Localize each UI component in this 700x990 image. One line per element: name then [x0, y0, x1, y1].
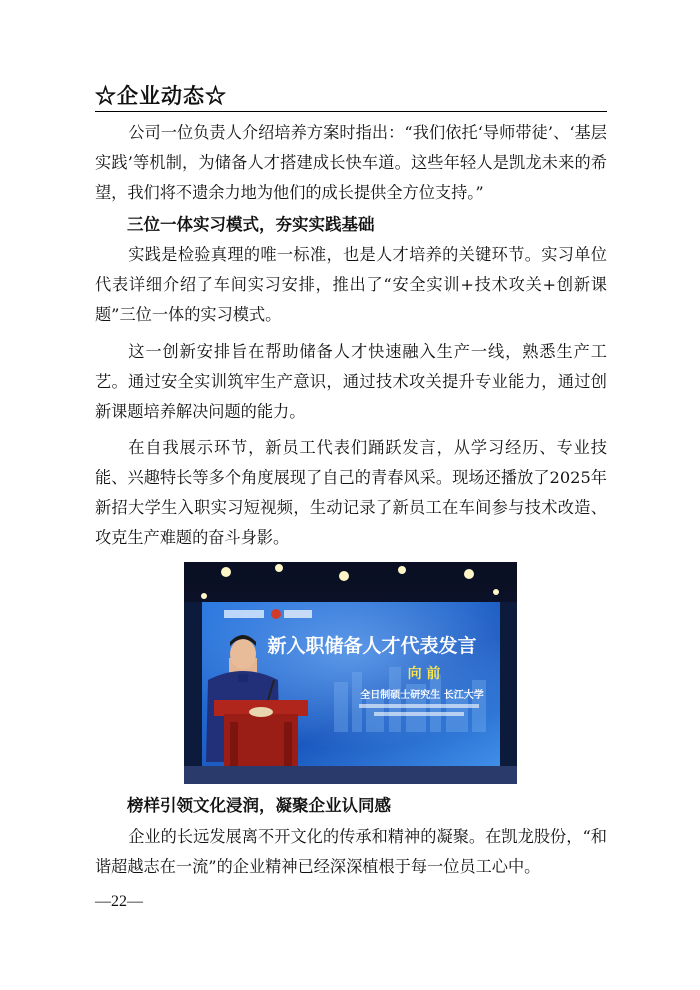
- speaker-name: 向 前: [407, 666, 441, 682]
- paragraph-5: 企业的长远发展离不开文化的传承和精神的凝聚。在凯龙股份，“和谐超越志在一流”的企业精神已经深深植根于每一位员工心中。: [95, 827, 607, 876]
- paragraph-2: 实践是检验真理的唯一标准，也是人才培养的关键环节。实习单位代表详细介绍了车间实习安排，推出了“安全实训+技术攻关+创新课题”三位一体的实习模式。: [95, 245, 607, 324]
- paragraph-1: 公司一位负责人介绍培养方案时指出：“我们依托‘导师带徒’、‘基层实践’等机制，为储备人才搭建成长快车道。这些年轻人是凯龙未来的希望，我们将不遗余力地为他们的成长提供全方位支持。”: [95, 123, 607, 202]
- speaker-degree: 全日制硕士研究生 长江大学: [360, 690, 484, 701]
- page-number: —22—: [95, 893, 143, 910]
- section-title: ☆企业动态☆: [95, 83, 227, 108]
- paragraph-4: 在自我展示环节，新员工代表们踊跃发言，从学习经历、专业技能、兴趣特长等多个角度展现了自己的青春风采。现场还播放了2025年新招大学生入职实习短视频，生动记录了新员工在车间参与技术改造、攻克生产难题的奋斗身影。: [95, 438, 607, 547]
- paragraph-3: 这一创新安排旨在帮助储备人才快速融入生产一线，熟悉生产工艺。通过安全实训筑牢生产意识，通过技术攻关提升专业能力，通过创新课题培养解决问题的能力。: [95, 342, 607, 421]
- header-divider: [95, 111, 607, 112]
- event-photo-graphic: [184, 562, 517, 784]
- section-header: [95, 78, 607, 110]
- screen-title: 新入职储备人才代表发言: [267, 635, 477, 657]
- subheading-1: 三位一体实习模式，夯实实践基础: [127, 215, 375, 234]
- subheading-2: 榜样引领文化浸润，凝聚企业认同感: [127, 796, 391, 815]
- event-photo: [184, 562, 517, 784]
